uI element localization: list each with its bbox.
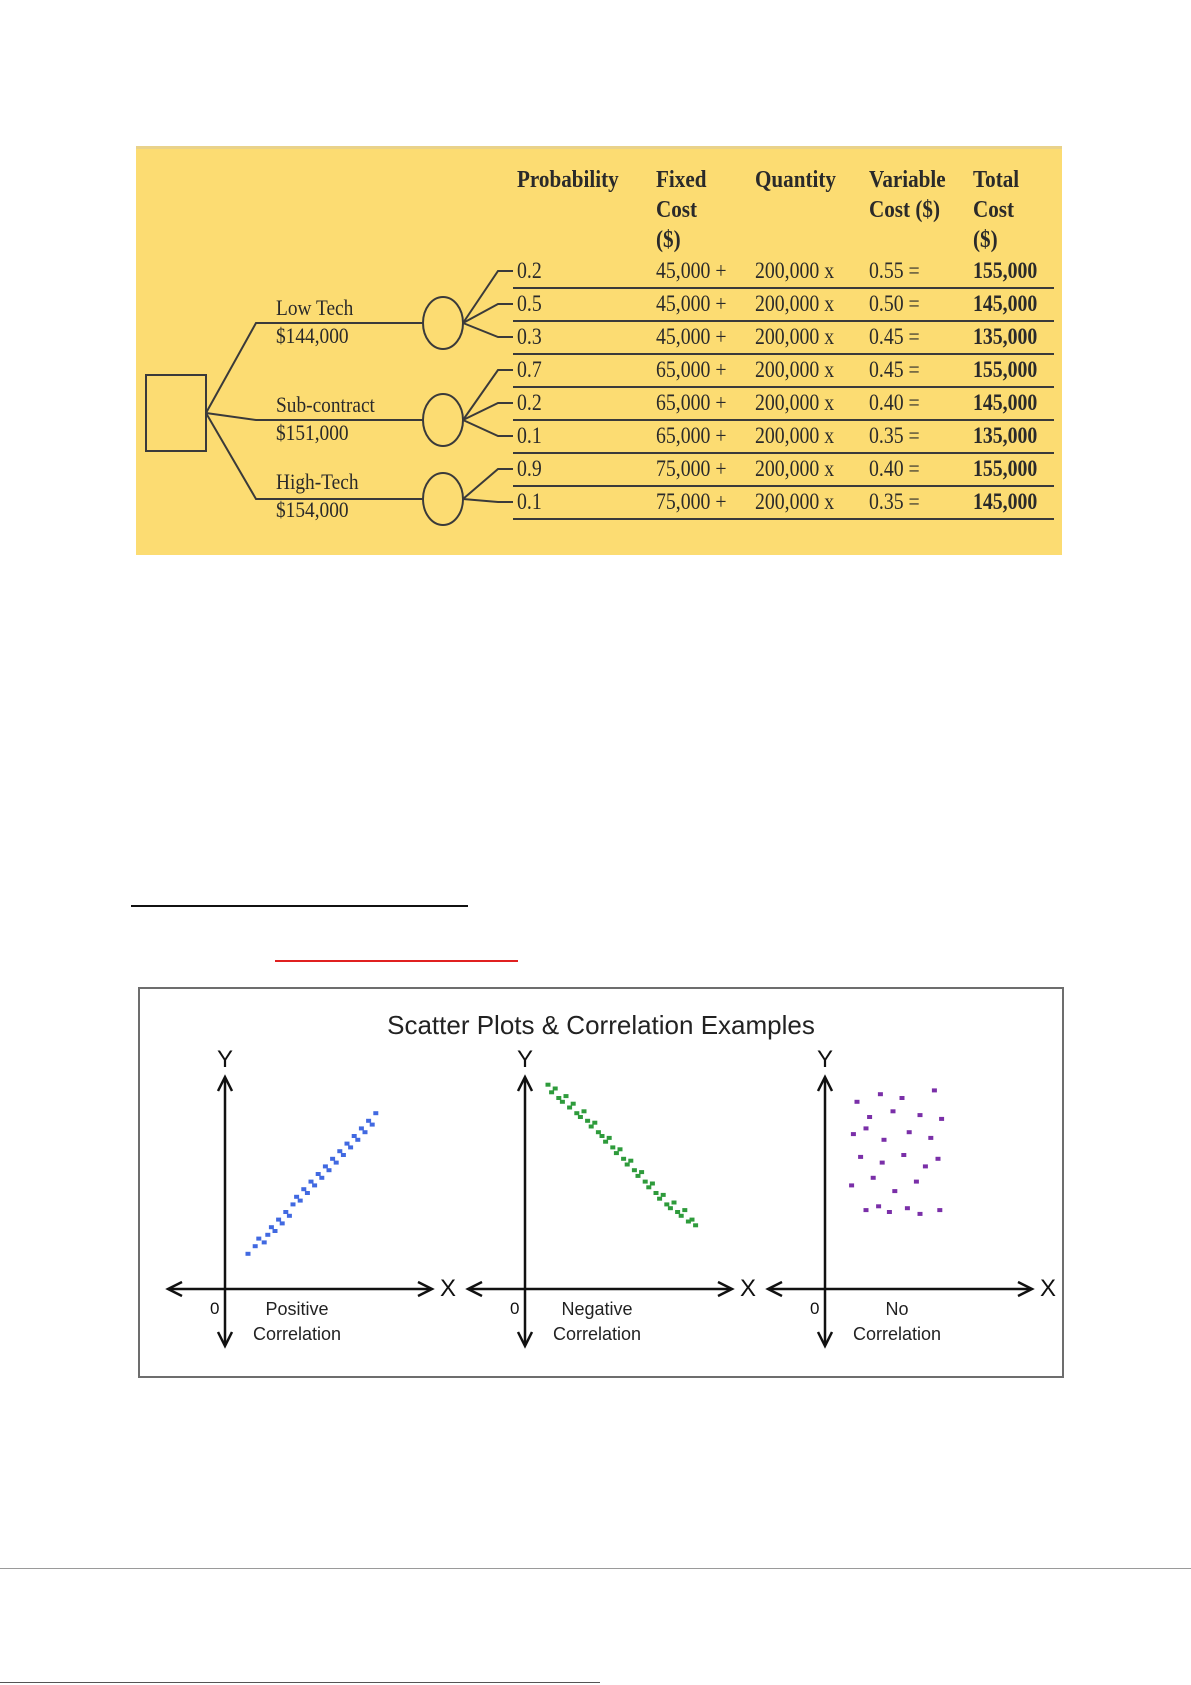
data-point: [632, 1168, 637, 1172]
data-point: [265, 1233, 270, 1237]
data-point: [650, 1182, 655, 1186]
cell-quantity: 200,000 x: [755, 291, 835, 316]
cell-variable: 0.35 =: [869, 489, 920, 514]
data-point: [682, 1208, 687, 1212]
branch-value: $154,000: [276, 497, 349, 522]
cell-total: 135,000: [973, 423, 1038, 448]
header-probability: Probability: [517, 167, 619, 193]
data-point: [327, 1168, 332, 1172]
data-point: [280, 1221, 285, 1225]
cell-fixed: 75,000 +: [656, 489, 727, 514]
cell-variable: 0.35 =: [869, 423, 920, 448]
cell-probability: 0.2: [517, 390, 542, 415]
data-point: [871, 1176, 876, 1180]
branch-name: High-Tech: [276, 469, 359, 494]
cell-fixed: 65,000 +: [656, 390, 727, 415]
data-point: [341, 1153, 346, 1157]
data-point: [283, 1210, 288, 1214]
cell-fixed: 65,000 +: [656, 357, 727, 382]
data-point: [355, 1138, 360, 1142]
data-point: [668, 1206, 673, 1210]
y-axis-label: Y: [817, 1046, 834, 1073]
caption-line: Correlation: [552, 1324, 642, 1344]
data-point: [607, 1136, 612, 1140]
data-point: [269, 1225, 274, 1229]
cell-total: 145,000: [973, 291, 1038, 316]
y-axis-label: Y: [517, 1046, 534, 1073]
data-point: [345, 1142, 350, 1146]
data-point: [359, 1126, 364, 1130]
origin-label: 0: [510, 1299, 520, 1318]
cell-total: 145,000: [973, 489, 1038, 514]
cell-probability: 0.1: [517, 489, 542, 514]
cell-total: 155,000: [973, 456, 1038, 481]
data-point: [887, 1210, 892, 1214]
data-point: [907, 1130, 912, 1134]
cell-quantity: 200,000 x: [755, 357, 835, 382]
data-point: [273, 1229, 278, 1233]
cell-fixed: 45,000 +: [656, 291, 727, 316]
data-point: [882, 1138, 887, 1142]
chance-node: [423, 297, 463, 349]
correlation-caption: [522, 1297, 672, 1347]
data-point: [923, 1164, 928, 1168]
data-point: [914, 1180, 919, 1184]
chance-node: [423, 473, 463, 525]
data-point: [323, 1164, 328, 1168]
decision-node: [146, 375, 206, 451]
cell-variable: 0.55 =: [869, 258, 920, 283]
data-point: [256, 1237, 261, 1241]
data-point: [330, 1157, 335, 1161]
correlation-caption: [822, 1297, 972, 1347]
header-variable-cost: Variable Cost ($): [869, 167, 946, 223]
data-point: [936, 1157, 941, 1161]
data-point: [618, 1147, 623, 1151]
data-point: [373, 1111, 378, 1115]
outcome-line: [463, 499, 513, 502]
cell-probability: 0.5: [517, 291, 542, 316]
data-point: [672, 1201, 677, 1205]
data-point: [291, 1202, 296, 1206]
branch-name: Low Tech: [276, 295, 354, 320]
branch-name: Sub-contract: [276, 392, 375, 417]
cell-total: 135,000: [973, 324, 1038, 349]
data-point: [905, 1206, 910, 1210]
data-point: [858, 1155, 863, 1159]
x-axis-label: X: [740, 1275, 757, 1302]
cell-quantity: 200,000 x: [755, 258, 835, 283]
data-point: [639, 1170, 644, 1174]
data-point: [582, 1109, 587, 1113]
data-point: [316, 1172, 321, 1176]
caption-line: Correlation: [252, 1324, 342, 1344]
outcome-line: [463, 403, 513, 420]
data-point: [352, 1134, 357, 1138]
header-quantity: Quantity: [755, 167, 836, 193]
data-point: [679, 1214, 684, 1218]
data-point: [932, 1088, 937, 1092]
cell-variable: 0.45 =: [869, 324, 920, 349]
origin-label: 0: [210, 1299, 220, 1318]
cell-variable: 0.40 =: [869, 456, 920, 481]
outcome-line: [463, 420, 513, 436]
data-point: [600, 1134, 605, 1138]
data-point: [298, 1199, 303, 1203]
data-point: [636, 1174, 641, 1178]
data-point: [864, 1208, 869, 1212]
data-point: [878, 1092, 883, 1096]
data-point: [876, 1204, 881, 1208]
chance-node: [423, 394, 463, 446]
data-point: [867, 1115, 872, 1119]
data-point: [262, 1240, 267, 1244]
cell-variable: 0.50 =: [869, 291, 920, 316]
data-point: [664, 1202, 669, 1206]
data-point: [657, 1197, 662, 1201]
data-point: [319, 1176, 324, 1180]
data-point: [855, 1100, 860, 1104]
data-point: [589, 1125, 594, 1129]
data-point: [610, 1145, 615, 1149]
data-point: [939, 1117, 944, 1121]
data-point: [643, 1180, 648, 1184]
data-point: [305, 1191, 310, 1195]
cell-total: 155,000: [973, 357, 1038, 382]
data-point: [646, 1185, 651, 1189]
data-point: [661, 1193, 666, 1197]
data-point: [690, 1218, 695, 1222]
data-point: [276, 1218, 281, 1222]
data-point: [603, 1140, 608, 1144]
data-point: [546, 1083, 551, 1087]
data-point: [301, 1187, 306, 1191]
data-point: [574, 1111, 579, 1115]
cell-fixed: 75,000 +: [656, 456, 727, 481]
cell-quantity: 200,000 x: [755, 390, 835, 415]
cell-quantity: 200,000 x: [755, 324, 835, 349]
data-point: [246, 1252, 251, 1256]
data-point: [675, 1210, 680, 1214]
data-point: [312, 1183, 317, 1187]
outcome-line: [463, 323, 513, 337]
data-point: [864, 1126, 869, 1130]
data-point: [337, 1149, 342, 1153]
header-total-cost: Total Cost ($): [973, 167, 1020, 253]
outcome-line: [463, 271, 513, 323]
data-point: [567, 1106, 572, 1110]
data-point: [334, 1161, 339, 1165]
x-axis-label: X: [440, 1275, 457, 1302]
caption-line: Negative: [561, 1299, 633, 1319]
branch-value: $144,000: [276, 323, 349, 348]
cell-variable: 0.40 =: [869, 390, 920, 415]
data-point: [309, 1180, 314, 1184]
cell-quantity: 200,000 x: [755, 489, 835, 514]
scatter-examples-figure: [138, 987, 1064, 1378]
cell-fixed: 65,000 +: [656, 423, 727, 448]
cell-probability: 0.1: [517, 423, 542, 448]
branch-value: $151,000: [276, 420, 349, 445]
outcome-line: [463, 370, 513, 420]
cell-probability: 0.7: [517, 357, 542, 382]
data-point: [621, 1157, 626, 1161]
data-point: [366, 1119, 371, 1123]
data-point: [891, 1109, 896, 1113]
data-point: [596, 1130, 601, 1134]
data-point: [363, 1130, 368, 1134]
data-point: [851, 1132, 856, 1136]
data-point: [560, 1100, 565, 1104]
cell-total: 145,000: [973, 390, 1038, 415]
caption-line: Positive: [265, 1299, 329, 1319]
cell-variable: 0.45 =: [869, 357, 920, 382]
origin-label: 0: [810, 1299, 820, 1318]
cell-quantity: 200,000 x: [755, 423, 835, 448]
data-point: [880, 1161, 885, 1165]
link-underline: [275, 960, 518, 962]
outcome-line: [463, 469, 513, 499]
cell-fixed: 45,000 +: [656, 258, 727, 283]
caption-line: Correlation: [852, 1324, 942, 1344]
data-point: [928, 1136, 933, 1140]
data-point: [628, 1159, 633, 1163]
correlation-caption: [222, 1297, 372, 1347]
data-point: [918, 1113, 923, 1117]
data-point: [370, 1123, 375, 1127]
data-point: [654, 1191, 659, 1195]
cell-probability: 0.2: [517, 258, 542, 283]
data-point: [578, 1115, 583, 1119]
data-point: [549, 1090, 554, 1094]
decision-tree-figure: [136, 146, 1062, 555]
figure-title: Scatter Plots & Correlation Examples: [387, 1010, 815, 1040]
cell-probability: 0.9: [517, 456, 542, 481]
data-point: [592, 1121, 597, 1125]
data-point: [348, 1145, 353, 1149]
header-fixed-cost: Fixed Cost ($): [656, 167, 707, 253]
data-point: [556, 1096, 561, 1100]
cell-probability: 0.3: [517, 324, 542, 349]
data-point: [625, 1163, 630, 1167]
caption-line: No: [885, 1299, 909, 1319]
data-point: [937, 1208, 942, 1212]
data-point: [892, 1189, 897, 1193]
data-point: [287, 1214, 292, 1218]
cell-fixed: 45,000 +: [656, 324, 727, 349]
data-point: [585, 1119, 590, 1123]
data-point: [918, 1212, 923, 1216]
cell-quantity: 200,000 x: [755, 456, 835, 481]
data-point: [849, 1183, 854, 1187]
data-point: [253, 1244, 258, 1248]
heading-underline: [131, 905, 468, 907]
data-point: [900, 1096, 905, 1100]
data-point: [571, 1102, 576, 1106]
data-point: [614, 1151, 619, 1155]
data-point: [553, 1087, 558, 1091]
data-point: [564, 1094, 569, 1098]
data-point: [901, 1153, 906, 1157]
data-point: [294, 1195, 299, 1199]
cell-total: 155,000: [973, 258, 1038, 283]
footer-divider: [0, 1568, 1191, 1569]
y-axis-label: Y: [217, 1046, 234, 1073]
footnote-divider: [0, 1682, 600, 1683]
x-axis-label: X: [1040, 1275, 1057, 1302]
data-point: [693, 1223, 698, 1227]
